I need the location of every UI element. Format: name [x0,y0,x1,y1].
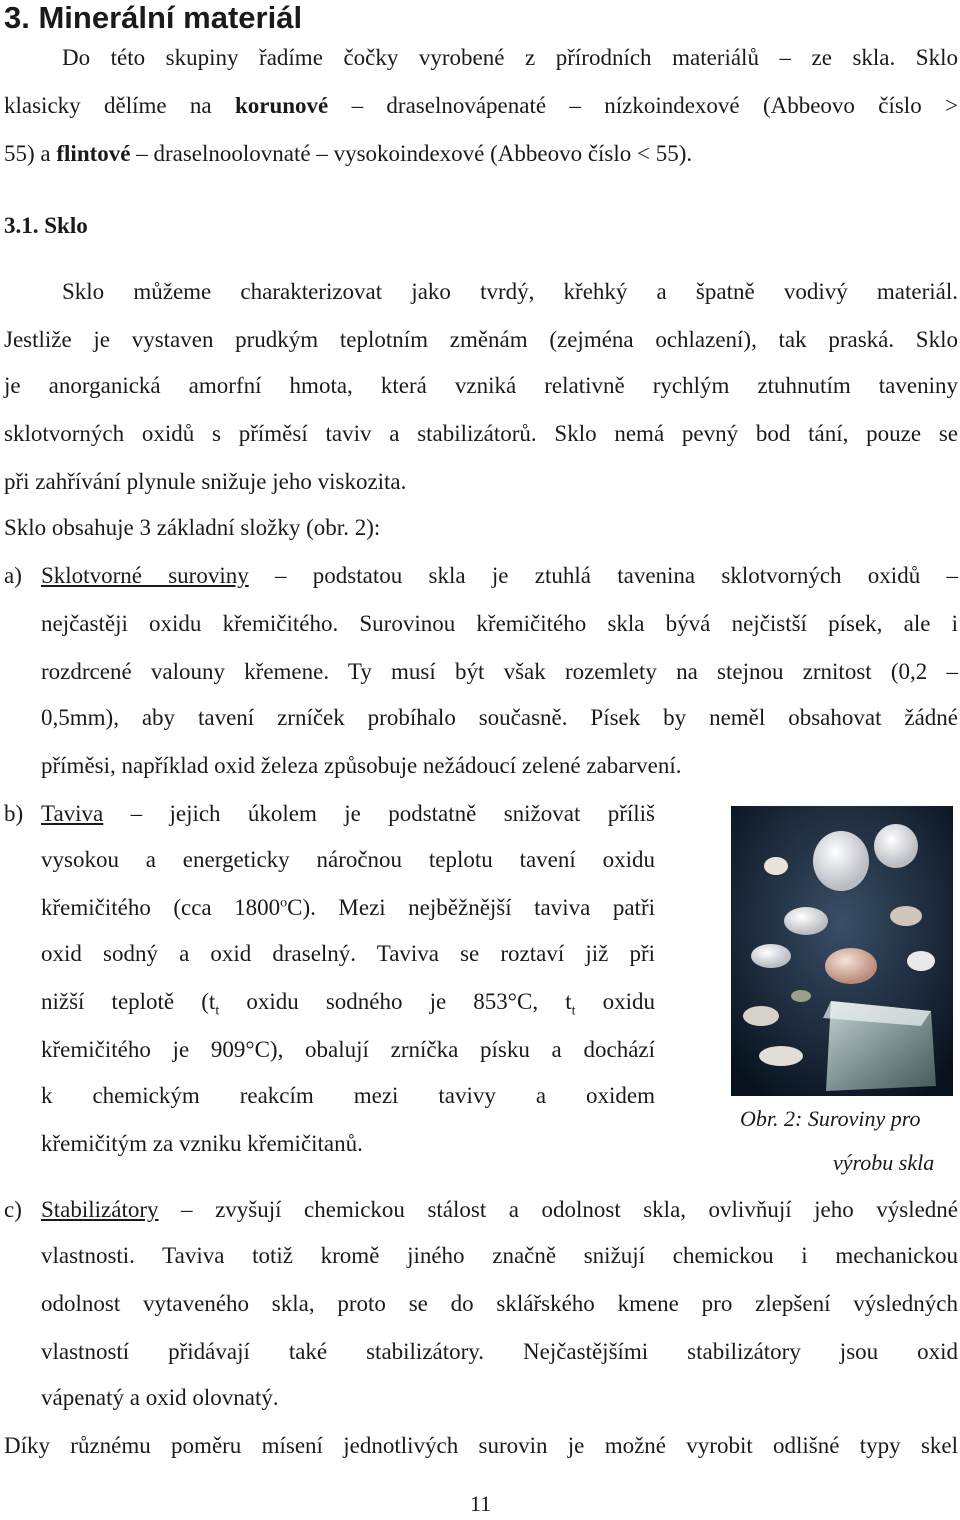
term-stabilizatory: Stabilizátory [41,1197,159,1222]
para-line-3: je anorganická amorfní hmota, která vzniká relativně rychlým ztuhnutím taveniny [4,373,958,398]
figure-caption-line-1: Obr. 2: Suroviny pro [740,1106,921,1131]
item-a-line-4: 0,5mm), aby tavení zrníček probíhalo současně. Písek by neměl obsahovat žádné [41,705,958,730]
item-b-line-3: křemičitého (cca 1800$^o$C). Mezi nejběžnější taviva patři [41,895,655,920]
item-a-marker: a) [4,563,22,588]
item-c-marker: c) [4,1197,22,1222]
para-line-1: Sklo můžeme charakterizovat jako tvrdý, křehký a špatně vodivý materiál. [62,279,958,304]
item-c-line-2: vlastnosti. Taviva totiž kromě jiného značně snižují chemickou i mechanickou [41,1243,958,1268]
item-a-line-3: rozdrcené valouny křemene. Ty musí být však rozemlety na stejnou zrnitost (0,2 – [41,659,958,684]
term-korunove: korunové [234,93,329,118]
intro-line-2: klasicky dělíme na korunové – draselnovápenaté – nízkoindexové (Abbeovo číslo > [4,93,959,118]
item-b-line-2: vysokou a energeticky náročnou teplotu tavení oxidu [41,847,655,872]
item-a-line-1: Sklotvorné suroviny – podstatou skla je ztuhlá tavenina sklotvorných oxidů – [41,563,958,588]
term-taviva: Taviva [41,801,104,826]
item-b-line-1: Taviva – jejich úkolem je podstatně snižovat příliš [41,801,655,826]
item-a-line-2: nejčastěji oxidu křemičitého. Surovinou křemičitého skla bývá nejčistší písek, ale i [41,611,958,636]
raw-materials-photo [731,806,953,1096]
item-b-marker: b) [4,801,24,826]
figure-caption-line-2: výrobu skla [833,1150,935,1175]
para-line-6: Sklo obsahuje 3 základní složky (obr. 2): [4,515,381,540]
intro-line-1: Do této skupiny řadíme čočky vyrobené z přírodních materiálů – ze skla. Sklo [62,45,958,70]
item-a-line-5: příměsi, například oxid železa způsobuje nežádoucí zelené zabarvení. [41,753,682,778]
para-line-5: při zahřívání plynule snižuje jeho viskozita. [4,469,407,494]
item-c-line-5: vápenatý a oxid olovnatý. [41,1385,279,1410]
item-b-line-6: křemičitého je 909°C), obalují zrníčka písku a dochází [41,1037,655,1062]
page-heading: 3. Minerální materiál [4,0,303,35]
item-b-line-5: nižší teplotě ($t_t$ oxidu sodného je 853°C, $t_t$ oxidu [41,989,656,1019]
item-b-line-8: křemičitým za vzniku křemičitanů. [41,1131,363,1156]
item-c-line-1: Stabilizátory – zvyšují chemickou stálost a odolnost skla, ovlivňují jeho výsledné [41,1197,958,1222]
para-line-4: sklotvorných oxidů s příměsí taviv a stabilizátorů. Sklo nemá pevný bod tání, pouze se [4,421,958,446]
page-number: 11 [470,1491,492,1516]
item-b-line-4: oxid sodný a oxid draselný. Taviva se roztaví již při [41,941,655,966]
term-sklotvorne-suroviny: Sklotvorné suroviny [41,563,249,588]
item-c-line-3: odolnost vytaveného skla, proto se do sklářského kmene pro zlepšení výsledných [41,1291,958,1316]
closing-line: Díky různému poměru mísení jednotlivých surovin je možné vyrobit odlišné typy skel [4,1433,958,1458]
para-line-2: Jestliže je vystaven prudkým teplotním změnám (zejména ochlazení), tak praská. Sklo [4,327,958,352]
section-subheading: 3.1. Sklo [4,213,88,238]
item-b-line-7: k chemickým reakcím mezi tavivy a oxidem [41,1083,655,1108]
item-c-line-4: vlastností přidávají také stabilizátory. Nejčastějšími stabilizátory jsou oxid [41,1339,958,1364]
intro-line-3: 55) a flintové – draselnoolovnaté – vysokoindexové (Abbeovo číslo < 55). [4,141,693,166]
term-flintove: flintové [56,141,131,166]
